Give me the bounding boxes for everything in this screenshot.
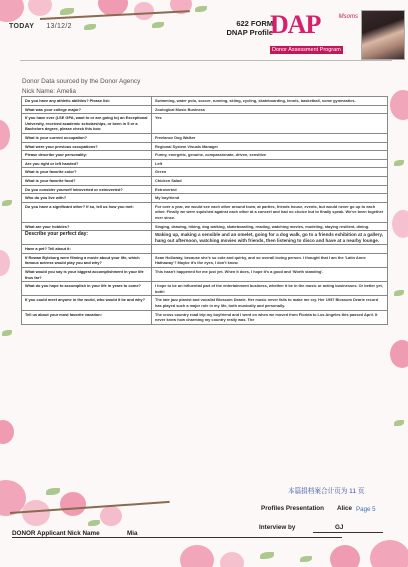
answer-cell: Singing, drawing, hiking, dog walking, skateboarding, reading, watching movies, modeling, staying resilient, dining.: [152, 222, 388, 231]
answer-cell: Swimming, water polo, soccer, running, skiing, cycling, skateboarding, tennis, basketball, some gymnastics.: [152, 97, 388, 106]
table-row: [22, 185, 388, 194]
question-cell: Are you right or left handed?: [22, 159, 152, 168]
table-row: [22, 245, 388, 254]
answer-cell: Green: [152, 168, 388, 177]
answer-cell: Regional System Visuals Manager: [152, 142, 388, 151]
table-row: [22, 268, 388, 282]
interview-underline: [313, 532, 383, 533]
question-cell: What do you hope to accomplish in your life in years to come?: [22, 282, 152, 296]
question-cell: Do you have any athletic abilities? Please list:: [22, 97, 152, 106]
question-cell: If you could meet anyone in the world, who would it be and why?: [22, 296, 152, 310]
table-row: [22, 133, 388, 142]
profiles-label: Profiles Presentation: [261, 505, 324, 512]
table-row: [22, 253, 388, 267]
data-source-note: Donor Data sourced by the Donor Agency: [22, 78, 141, 85]
today-label: TODAY: [9, 23, 35, 30]
donor-photo: [361, 10, 405, 60]
question-cell: What are your hobbies?: [22, 222, 152, 231]
table-row: [22, 296, 388, 310]
table-row: [22, 194, 388, 203]
question-cell: Describe your perfect day:: [22, 231, 152, 245]
form-title: [207, 19, 273, 37]
question-cell: Who do you live with?: [22, 194, 152, 203]
donor-value: Mia: [127, 530, 138, 537]
table-row: [22, 142, 388, 151]
question-cell: What were your previous occupations?: [22, 142, 152, 151]
qa-table: [21, 96, 388, 325]
answer-cell: The late jazz pianist and vocalist Blossom Dearie. Her music never fails to make me cry. Her 1957 Blossom Dearie record has played such a major role in my life, both musically and personally.: [152, 296, 388, 310]
donor-label: DONOR Applicant Nick Name: [12, 530, 100, 537]
logo-sub-text: Msoms: [338, 14, 358, 20]
answer-cell: Left: [152, 159, 388, 168]
table-row: [22, 222, 388, 231]
question-cell: Please describe your personality:: [22, 151, 152, 160]
interview-value: GJ: [335, 524, 344, 531]
question-cell: If Rowan Byleburg were filming a movie about your life, which famous actress would play you and why?: [22, 253, 152, 267]
dap-logo: [270, 10, 360, 53]
question-cell: Do you consider yourself introverted or extroverted?: [22, 185, 152, 194]
answer-cell: Chicken Salad: [152, 176, 388, 185]
logo-tagline: Donor Assessment Program: [272, 47, 341, 53]
answer-cell: Sean Holloway, because she's so cute and quirky, and so overall loving person. I thought that I am the 'Latin Anne Hathaway'? Maybe it's the eyes, I don't know.: [152, 253, 388, 267]
table-row: [22, 114, 388, 134]
question-cell: What was your college major?: [22, 105, 152, 114]
answer-cell: Extroverted: [152, 185, 388, 194]
header-divider: [20, 60, 392, 61]
question-cell: Do you have a significant other? If so, tell us how you met:: [22, 202, 152, 222]
table-row: [22, 151, 388, 160]
question-cell: What would you say is your biggest accomplishment in your life thus far?: [22, 268, 152, 282]
table-row: [22, 168, 388, 177]
total-pages-note: 本篇捐档案合计页为 11 页: [288, 488, 365, 495]
table-row: [22, 282, 388, 296]
interview-by: [259, 524, 344, 531]
table-row: [22, 159, 388, 168]
question-cell: What is your favorite color?: [22, 168, 152, 177]
answer-cell: The cross country road trip my boyfriend and I went on when we moved from Florida to Los Angeles this passed April. It never knew how charming my country really was. The: [152, 310, 388, 324]
table-row: [22, 105, 388, 114]
form-subtitle: DNAP Profile: [226, 28, 273, 37]
answer-cell: My boyfriend: [152, 194, 388, 203]
question-cell: Tell us about your most favorite vacation:: [22, 310, 152, 324]
page-number: Page 5: [356, 506, 376, 513]
question-cell: What is your current occupation?: [22, 133, 152, 142]
profiles-value: Alice: [337, 505, 353, 512]
answer-cell: Freelance Dog Walker: [152, 133, 388, 142]
answer-cell: Zoological Music Business: [152, 105, 388, 114]
table-row: [22, 176, 388, 185]
question-cell: If you have ever (LSE GPA, want to or are going to) an Exceptional University, received academic scholarships, or been in 5 or a Bachelors degree, please check this box:: [22, 114, 152, 134]
logo-main-text: DAP: [270, 10, 321, 39]
interview-label: Interview by: [259, 524, 296, 531]
table-row: [22, 231, 388, 245]
question-cell: What is your favorite food?: [22, 176, 152, 185]
answer-cell: I hope to be an influential part of the entertainment business, whether it be in the music or acting businesses. Or better yet, both!: [152, 282, 388, 296]
answer-cell: Funny, energetic, genuine, compassionate, driven, sensitive: [152, 151, 388, 160]
today-date: 13/12/2: [46, 23, 72, 30]
answer-cell: Waking up, making a sensible and an omelet, going for a dog walk, go to a friends exhibition at a gallery, hang out afternoon, watching movies with friends, then listening to disco and have at a nearby lounge.: [152, 231, 388, 245]
answer-cell: For over a year, we would see each other around town, at parties, friends house, events, but would never go up to each other. Finally we were squished against each other at a concert and had no choice but to finally speak. We've been together ever since.: [152, 202, 388, 222]
profiles-presentation: [261, 505, 353, 512]
donor-nickname: [12, 530, 138, 537]
nickname-line: Nick Name: Amelia: [22, 88, 76, 95]
table-row: [22, 97, 388, 106]
donor-underline: [12, 537, 342, 538]
table-row: [22, 202, 388, 222]
answer-cell: [152, 245, 388, 254]
today-field: [9, 23, 72, 30]
question-cell: Have a pet? Tell about it:: [22, 245, 152, 254]
answer-cell: This hasn't happened for me just yet. When it does, I hope it's a good and 'Worth standing'.: [152, 268, 388, 282]
form-number: 622 FORM: [236, 19, 273, 28]
answer-cell: Yes: [152, 114, 388, 134]
table-row: [22, 310, 388, 324]
